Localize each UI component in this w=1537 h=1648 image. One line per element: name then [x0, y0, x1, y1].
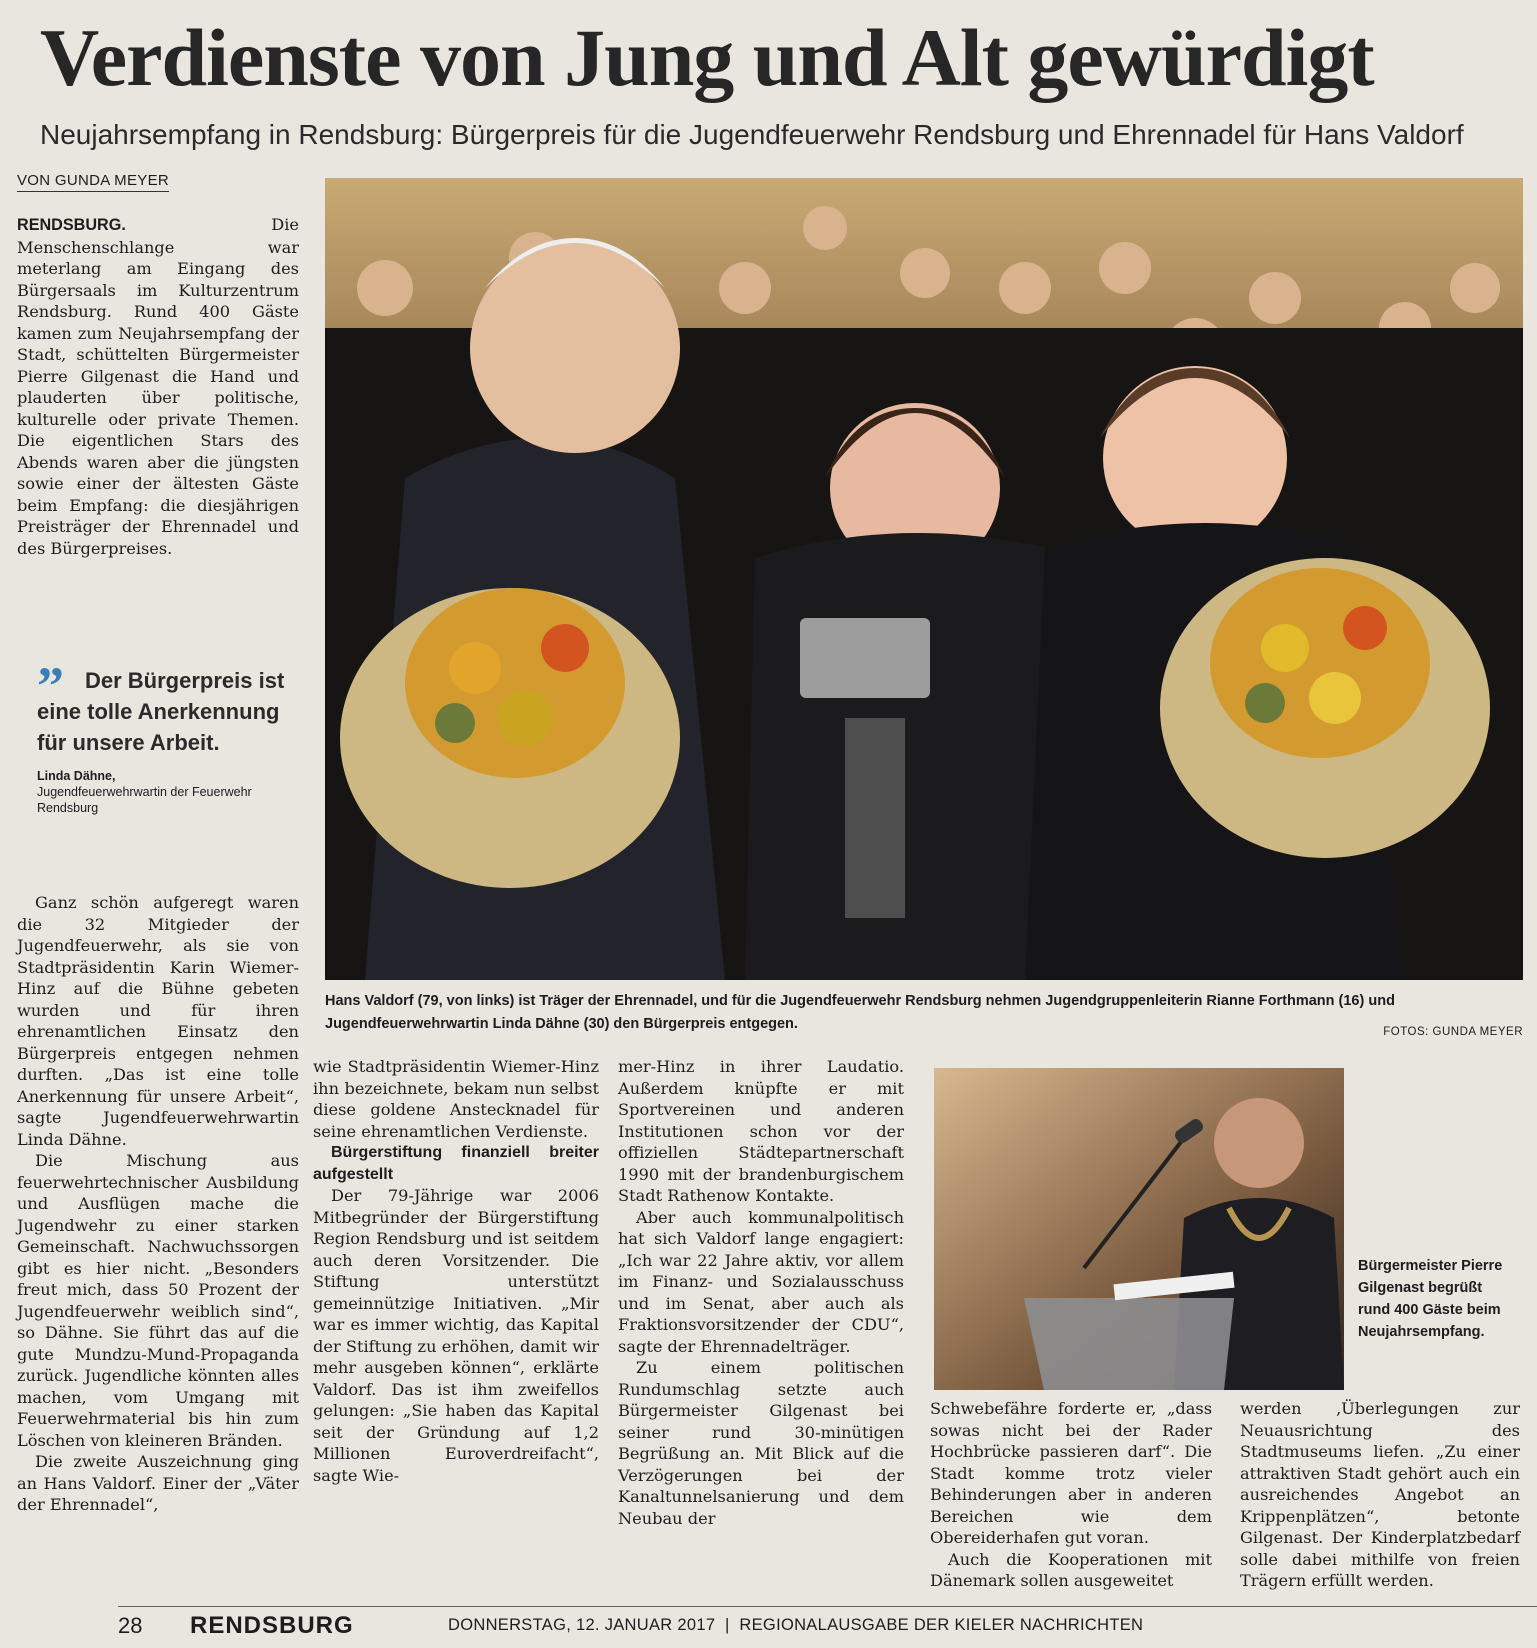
quote-mark-icon: ” [37, 656, 64, 716]
paragraph: Schwebefähre forderte er, „dass sowas nicht bei der Rader Hochbrücke passieren darf“. Die Stadt komme trotz vieler Behinderungen aber in anderen Bereichen wie dem Obereiderhafen gut voran. [930, 1399, 1212, 1547]
section-name: RENDSBURG [190, 1612, 354, 1639]
photo-credit: FOTOS: GUNDA MEYER [1383, 1026, 1523, 1038]
main-photo-caption: Hans Valdorf (79, von links) ist Träger der Ehrennadel, und für die Jugendfeuerwehr Rendsburg nehmen Jugendgruppenleiterin Rianne Forthmann (16) und Jugendfeuerwehrwartin Linda Dähne (30) den Bürgerpreis entgegen. [325, 993, 1395, 1032]
quote-name: Linda Dähne, [37, 769, 116, 783]
paragraph: Auch die Kooperationen mit Dänemark sollen ausgeweitet [930, 1549, 1212, 1590]
paragraph: Ganz schön aufgeregt waren die 32 Mitgieder der Jugendfeuerwehr, als sie von Stadtpräsidentin Karin Wiemer-Hinz auf die Bühne gebeten wurden und für ihren ehrenamtlichen Einsatz den Bürgerpreis entgegen nehmen durften. „Das ist eine tolle Anerkennung für unsere Arbeit“, sagte Jugendfeuerwehrwartin Linda Dähne. [17, 893, 299, 1149]
column-1-bottom [17, 892, 299, 1516]
paragraph: Der 79-Jährige war 2006 Mitbegründer der Bürgerstiftung Region Rendsburg und ist seitdem auch deren Vorsitzender. Die Stiftung unterstützt gemeinnützige Initiativen. „Mir war es immer wichtig, das Kapital der Stiftung zu erhöhen, damit wir mehr ausgeben können“, erklärte Valdorf. Das ist ihm zweifellos gelungen: „Sie haben das Kapital seit der Gründung auf 1,2 Millionen Euroverdreifacht“, sagte Wie- [313, 1186, 599, 1485]
paragraph: Aber auch kommunalpolitisch hat sich Valdorf lange engagiert: „Ich war 22 Jahre aktiv, vor allem im Finanz- und Sozialausschuss und im Senat, aber auch als Fraktionsvorsitzender der CDU“, sagte der Ehrennadelträger. [618, 1207, 904, 1356]
paragraph: werden ‚Überlegungen zur Neuausrichtung des Stadtmuseums liefen. „Zu einer attraktiven Stadt gehört auch ein ausreichendes Angebot an Krippenplätzen“, betonte Gilgenast. Der Kinderplatzbedarf solle dabei mithilfe von freien Trägern erfüllt werden. [1240, 1399, 1520, 1590]
paragraph: Zu einem politischen Rundumschlag setzte auch Bürgermeister Gilgenast bei seiner rund 30-minütigen Begrüßung an. Mit Blick auf die Verzögerungen bei der Kanaltunnelsanierung und dem Neubau der [618, 1358, 904, 1528]
byline: VON GUNDA MEYER [17, 172, 169, 192]
lead-text: Die Menschenschlange war meterlang am Eingang des Bürgersaals im Kulturzentrum Rendsburg. Rund 400 Gäste kamen zum Neujahrsempfang der Stadt, schüttelten Bürgermeister Pierre Gilgenast die Hand und plauderten über politische, kulturelle oder private Themen. Die eigentlichen Stars des Abends waren aber die jüngsten sowie einer der ältesten Gäste beim Empfang: die diesjährigen Preisträger der Ehrennadel und des Bürgerpreises. [17, 215, 299, 558]
quote-attribution [37, 768, 287, 816]
mayor-photo [934, 1068, 1344, 1390]
award-ceremony-photo [325, 178, 1523, 980]
headline: Verdienste von Jung und Alt gewürdigt [40, 12, 1374, 103]
quote-text: Der Bürgerpreis ist eine tolle Anerkennung für unsere Arbeit. [37, 668, 285, 755]
pull-quote [37, 656, 287, 816]
mayor-speech-photo [934, 1068, 1344, 1390]
dateline-place: RENDSBURG. [17, 216, 126, 234]
column-3 [618, 1056, 904, 1529]
paragraph: Die Mischung aus feuerwehrtechnischer Ausbildung und Ausflügen mache die Jugendwehr zu einer starken Gemeinschaft. Nachwuchssorgen gibt es hier nicht. „Besonders freut mich, dass 50 Prozent der Jugendfeuerwehr weiblich sind“, so Dähne. Sie führt das auf die gute Mundzu-Mund-Propaganda zurück. Jugendliche könnten alles machen, vom Umgang mit Feuerwehrmaterial bis hin zum Löschen von kleineren Bränden. [17, 1151, 299, 1450]
page-footer [118, 1610, 1537, 1640]
footer-dateline: DONNERSTAG, 12. JANUAR 2017 | REGIONALAUSGABE DER KIELER NACHRICHTEN [448, 1616, 1144, 1634]
subheading: Bürgerstiftung finanziell breiter aufgestellt [313, 1144, 599, 1183]
paragraph: Die zweite Auszeichnung ging an Hans Valdorf. Einer der „Väter der Ehrennadel“, [17, 1452, 299, 1514]
quote-role: Jugendfeuerwehrwartin der Feuerwehr Rendsburg [37, 785, 252, 815]
mayor-photo-caption: Bürgermeister Pierre Gilgenast begrüßt rund 400 Gäste beim Neujahrsempfang. [1358, 1258, 1503, 1340]
page-number: 28 [118, 1613, 143, 1638]
footer-rule [118, 1606, 1537, 1607]
column-5 [1240, 1398, 1520, 1592]
subheadline: Neujahrsempfang in Rendsburg: Bürgerpreis für die Jugendfeuerwehr Rendsburg und Ehrennadel für Hans Valdorf [40, 119, 1464, 150]
paragraph: wie Stadtpräsidentin Wiemer-Hinz ihn bezeichnete, bekam nun selbst diese goldene Anstecknadel für seine ehrenamtlichen Verdienste. [313, 1057, 599, 1141]
column-4 [930, 1398, 1212, 1592]
main-photo [325, 178, 1523, 980]
paragraph: mer-Hinz in ihrer Laudatio. Außerdem knüpfte er mit Sportvereinen und anderen Institutionen schon vor der offiziellen Städtepartnerschaft 1990 mit der brandenburgischem Stadt Rathenow Kontakte. [618, 1057, 904, 1205]
column-2 [313, 1056, 599, 1486]
column-1-top [17, 214, 299, 559]
lead-paragraph [17, 214, 299, 559]
